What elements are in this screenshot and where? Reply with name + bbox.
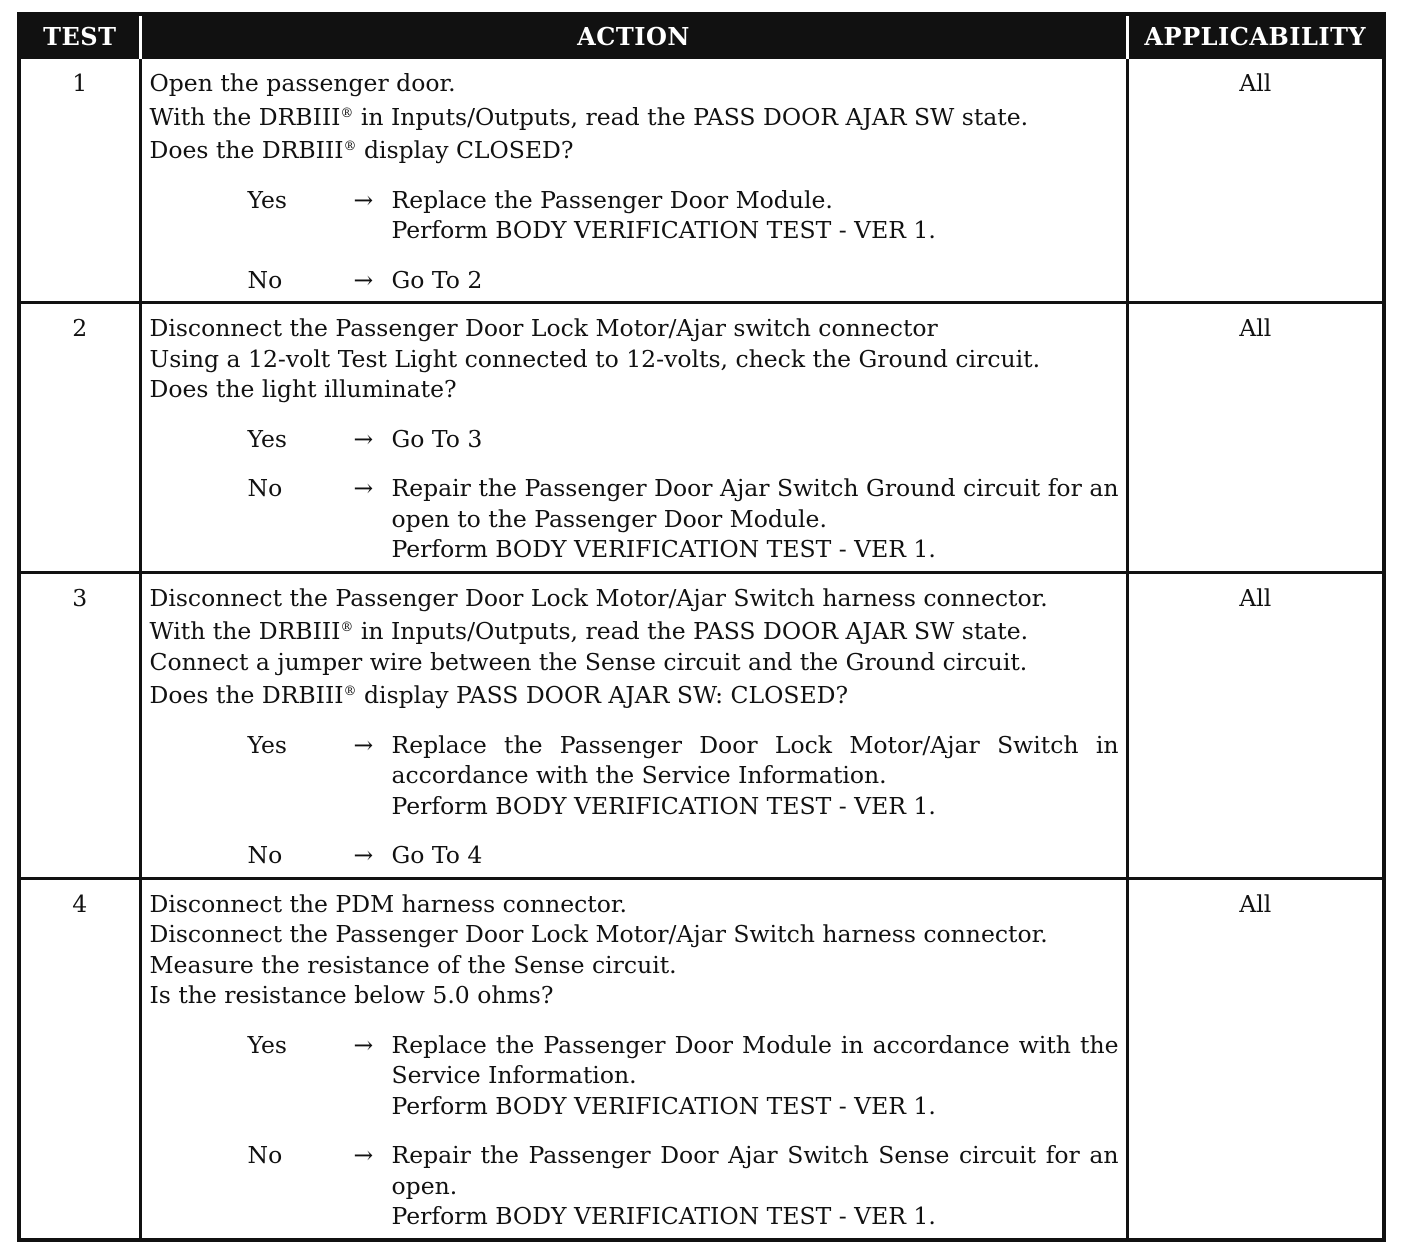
no-result-line: Perform BODY VERIFICATION TEST - VER 1. [391, 535, 936, 563]
header-applicability: APPLICABILITY [1127, 14, 1384, 58]
test-steps [150, 313, 1119, 405]
yes-response [150, 185, 1119, 246]
arrow-right-icon: → [353, 1030, 374, 1059]
test-steps [150, 68, 1119, 166]
yes-result [392, 1030, 1119, 1122]
yes-result-line: Go To 3 [391, 424, 483, 453]
yes-result [392, 424, 1119, 455]
arrow-right-icon: → [353, 185, 374, 214]
test-step: Measure the resistance of the Sense circuit. [149, 950, 677, 979]
test-action [140, 878, 1127, 1240]
yes-response [150, 730, 1119, 822]
header-test: TEST [19, 14, 140, 58]
no-label: No [247, 474, 283, 502]
no-result-line: Go To 2 [391, 265, 483, 294]
test-applicability: All [1127, 58, 1384, 303]
arrow-right-icon: → [353, 841, 374, 869]
test-number: 3 [19, 572, 140, 878]
yes-label: Yes [247, 1030, 287, 1059]
yes-result-line: Perform BODY VERIFICATION TEST - VER 1. [391, 216, 936, 244]
test-step: Using a 12-volt Test Light connected to 12-volts, check the Ground circuit. [149, 344, 1041, 373]
arrow-right-icon: → [353, 424, 374, 453]
registered-mark: ® [343, 139, 357, 154]
no-result [392, 1140, 1119, 1232]
no-result-line: Repair the Passenger Door Ajar Switch Ground circuit for an open to the Passenger Door Module. [391, 474, 1119, 533]
no-response [150, 840, 1119, 871]
test-row [19, 878, 1384, 1240]
yes-label: Yes [247, 730, 287, 759]
test-step: Is the resistance below 5.0 ohms? [149, 981, 554, 1009]
test-applicability: All [1127, 572, 1384, 878]
yes-result-line: Perform BODY VERIFICATION TEST - VER 1. [391, 791, 936, 820]
test-number: 1 [19, 58, 140, 303]
test-step: With the DRBIII® in Inputs/Outputs, read the PASS DOOR AJAR SW state. [149, 102, 1029, 131]
test-step: Does the light illuminate? [149, 375, 457, 403]
no-result [392, 265, 1119, 296]
yes-label: Yes [247, 185, 287, 214]
no-result [392, 473, 1119, 565]
test-row [19, 303, 1384, 573]
no-response [150, 473, 1119, 565]
arrow-right-icon: → [353, 730, 374, 759]
yes-response [150, 424, 1119, 455]
no-label: No [247, 841, 283, 869]
no-response [150, 1140, 1119, 1232]
test-step: Does the DRBIII® display CLOSED? [149, 136, 574, 164]
yes-result-line: Replace the Passenger Door Lock Motor/Ajar Switch in accordance with the Service Information. [391, 730, 1119, 789]
test-applicability: All [1127, 303, 1384, 573]
header-action: ACTION [140, 14, 1127, 58]
test-step: Disconnect the PDM harness connector. [149, 889, 627, 918]
arrow-right-icon: → [353, 1141, 374, 1169]
test-number: 2 [19, 303, 140, 573]
registered-mark: ® [340, 105, 354, 121]
registered-mark: ® [340, 620, 354, 635]
no-response [150, 265, 1119, 296]
no-result-line: Perform BODY VERIFICATION TEST - VER 1. [391, 1202, 936, 1230]
test-steps [150, 889, 1119, 1011]
test-steps [150, 583, 1119, 711]
yes-result-line: Replace the Passenger Door Module. [391, 185, 833, 214]
yes-result [392, 185, 1119, 246]
no-result-line: Repair the Passenger Door Ajar Switch Sense circuit for an open. [391, 1141, 1119, 1200]
no-label: No [247, 1141, 283, 1169]
yes-label: Yes [247, 424, 287, 453]
yes-result-line: Replace the Passenger Door Module in accordance with the Service Information. [391, 1030, 1119, 1089]
no-label: No [247, 265, 283, 294]
test-step: Disconnect the Passenger Door Lock Motor/Ajar switch connector [149, 314, 938, 342]
test-action [140, 572, 1127, 878]
test-step: Disconnect the Passenger Door Lock Motor/Ajar Switch harness connector. [149, 920, 1048, 948]
header-row [19, 14, 1384, 58]
test-number: 4 [19, 878, 140, 1240]
registered-mark: ® [343, 684, 357, 699]
test-row [19, 58, 1384, 303]
test-step: Does the DRBIII® display PASS DOOR AJAR SW: CLOSED? [149, 681, 849, 709]
test-action [140, 303, 1127, 573]
yes-result-line: Perform BODY VERIFICATION TEST - VER 1. [391, 1091, 936, 1120]
test-applicability: All [1127, 878, 1384, 1240]
test-step: Disconnect the Passenger Door Lock Motor/Ajar Switch harness connector. [149, 583, 1048, 612]
test-step: Connect a jumper wire between the Sense circuit and the Ground circuit. [149, 647, 1028, 676]
test-action [140, 58, 1127, 303]
arrow-right-icon: → [353, 265, 374, 294]
no-result [392, 840, 1119, 871]
test-step: Open the passenger door. [149, 69, 456, 97]
yes-result [392, 730, 1119, 822]
test-row [19, 572, 1384, 878]
test-step: With the DRBIII® in Inputs/Outputs, read the PASS DOOR AJAR SW state. [149, 617, 1029, 645]
no-result-line: Go To 4 [391, 841, 483, 869]
diagnostic-test-table [17, 12, 1386, 1242]
arrow-right-icon: → [353, 474, 374, 502]
yes-response [150, 1030, 1119, 1122]
